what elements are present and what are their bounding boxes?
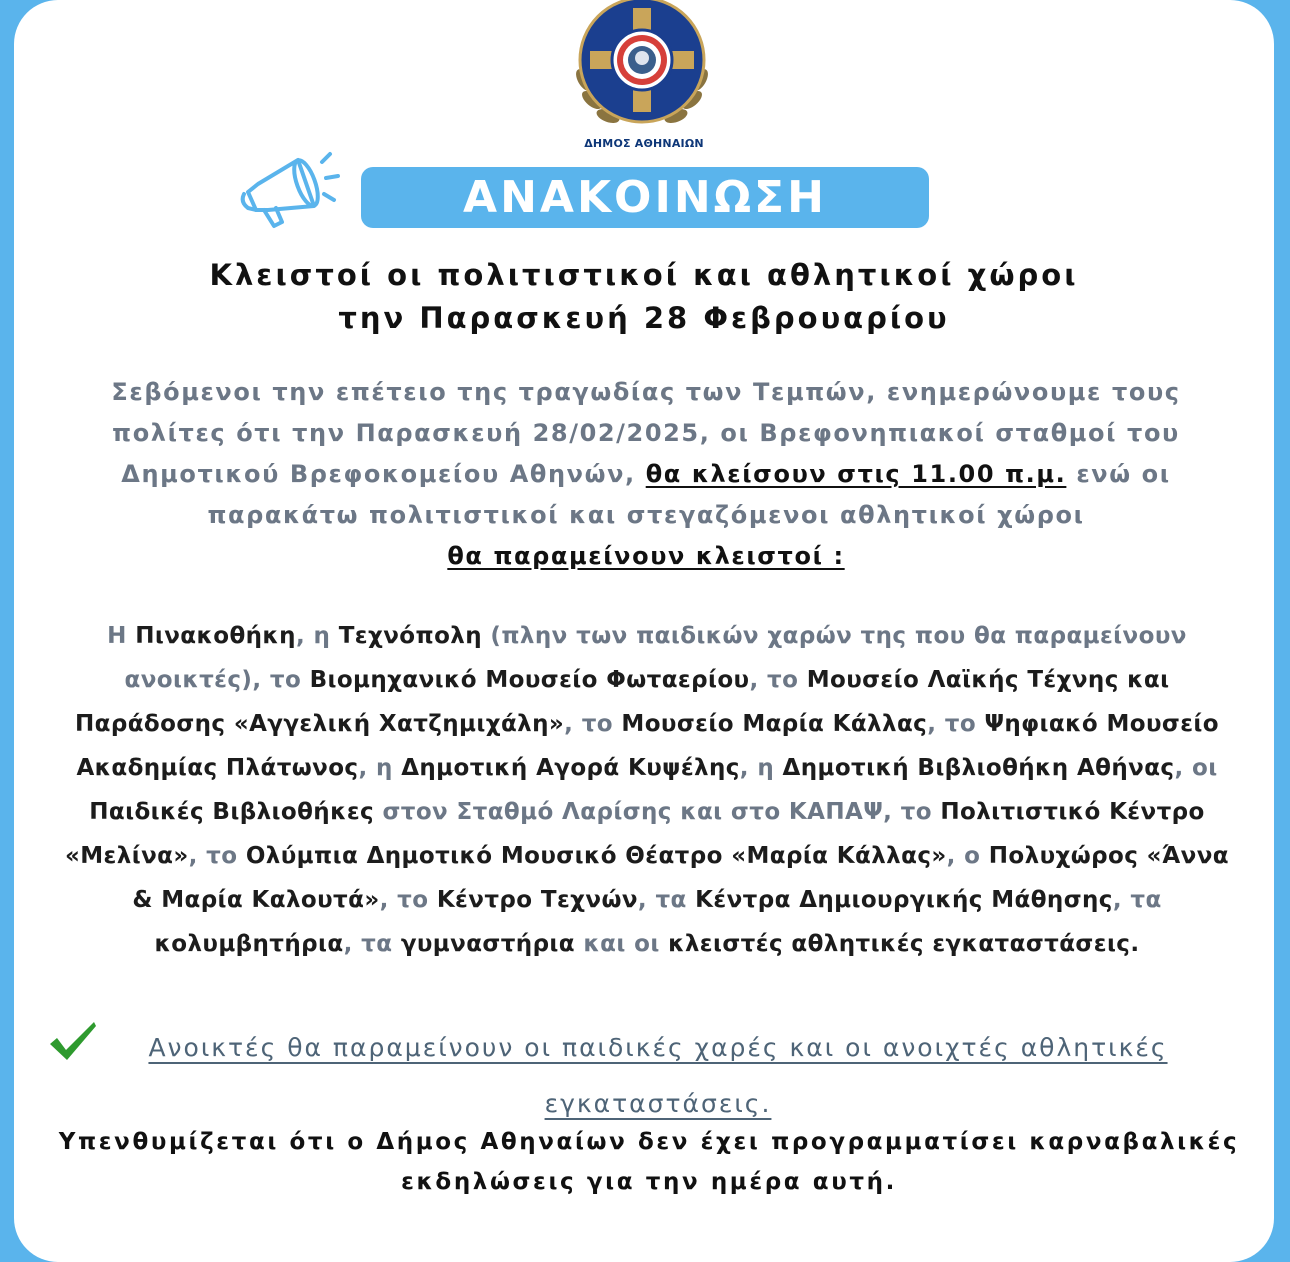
venue-pre: , το — [379, 887, 437, 913]
title-line-2: την Παρασκευή 28 Φεβρουαρίου — [338, 301, 950, 335]
closing-time-emphasis: θα κλείσουν στις 11.00 π.μ. — [645, 460, 1067, 488]
venue-pre: , οι — [1174, 755, 1218, 781]
venue-name: Παιδικές Βιβλιοθήκες — [89, 799, 375, 825]
venue-name: Μουσείο Λαϊκής Τέχνης και Παράδοσης «Αγγελική Χατζημιχάλη» — [75, 667, 1170, 737]
logo-caption: ΔΗΜΟΣ ΑΘΗΝΑΙΩΝ — [584, 137, 704, 150]
venue-name: Βιομηχανικό Μουσείο Φωταερίου — [309, 667, 750, 693]
intro-paragraph — [84, 372, 1208, 577]
venue-pre: Η — [107, 623, 136, 649]
venue-pre: , το — [749, 667, 807, 693]
venue-name: Τεχνόπολη — [338, 623, 483, 649]
venue-name: Δημοτική Αγορά Κυψέλης — [401, 755, 740, 781]
venue-name: Κέντρο Τεχνών — [436, 887, 638, 913]
venue-name: Πολιτιστικό Κέντρο «Μελίνα» — [65, 799, 1205, 869]
intro-text-2: ενώ οι παρακάτω πολιτιστικοί και στεγαζόμενοι αθλητικοί χώροι — [207, 460, 1171, 529]
checkmark-icon — [48, 1020, 98, 1064]
intro-text-1: Σεβόμενοι την επέτειο της τραγωδίας των Τεμπών, ενημερώνουμε τους πολίτες ότι την Παρασκευή 28/02/2025, οι Βρεφονηπιακοί σταθμοί του Δημοτικού Βρεφοκομείου Αθηνών, — [111, 378, 1181, 488]
venue-name: Κέντρα Δημιουργικής Μάθησης — [695, 887, 1113, 913]
closed-emphasis: θα παραμείνουν κλειστοί : — [447, 542, 845, 570]
venue-name: κλειστές αθλητικές εγκαταστάσεις — [668, 931, 1131, 957]
city-seal-icon — [562, 0, 722, 130]
venue-name: Ψηφιακό Μουσείο Ακαδημίας Πλάτωνος — [76, 711, 1219, 781]
venue-list — [52, 614, 1242, 966]
venue-pre: (πλην των παιδικών χαρών της που θα παραμείνουν ανοικτές), το — [124, 623, 1187, 693]
venue-pre: , το — [188, 843, 246, 869]
venue-name: Μουσείο Μαρία Κάλλας — [621, 711, 928, 737]
venue-pre: στον Σταθμό Λαρίσης και στο ΚΑΠΑΨ, το — [374, 799, 941, 825]
venue-name: Πινακοθήκη — [135, 623, 296, 649]
announcement-banner: ΑΝΑΚΟΙΝΩΣΗ — [361, 167, 929, 228]
venue-name: Δημοτική Βιβλιοθήκη Αθήνας — [782, 755, 1175, 781]
page-title — [14, 254, 1274, 340]
venue-pre: , ο — [946, 843, 989, 869]
venue-name: γυμναστήρια — [400, 931, 575, 957]
venue-pre: , τα — [637, 887, 696, 913]
venue-pre: , τα — [343, 931, 401, 957]
venue-name: κολυμβητήρια — [154, 931, 344, 957]
venue-pre: , το — [564, 711, 622, 737]
venue-pre: , η — [739, 755, 783, 781]
announcement-card — [14, 0, 1274, 1262]
venue-name: Πολυχώρος «Άννα & Μαρία Καλουτά» — [132, 843, 1229, 913]
title-line-1: Κλειστοί οι πολιτιστικοί και αθλητικοί χώροι — [209, 258, 1079, 292]
venue-pre: , η — [358, 755, 402, 781]
venue-pre: , η — [295, 623, 339, 649]
venue-pre: , τα — [1112, 887, 1162, 913]
venue-pre: , το — [927, 711, 985, 737]
reminder-note: Υπενθυμίζεται ότι ο Δήμος Αθηναίων δεν έχει προγραμματίσει καρναβαλικές εκδηλώσεις για την ημέρα αυτή. — [58, 1129, 1240, 1195]
venue-list-end: . — [1130, 931, 1140, 957]
megaphone-icon — [234, 148, 354, 230]
venue-pre: και οι — [575, 931, 669, 957]
venue-name: Ολύμπια Δημοτικό Μουσικό Θέατρο «Μαρία Κάλλας» — [245, 843, 947, 869]
open-facilities-note: Ανοικτές θα παραμείνουν οι παιδικές χαρές και οι ανοιχτές αθλητικές εγκαταστάσεις. — [148, 1033, 1168, 1118]
